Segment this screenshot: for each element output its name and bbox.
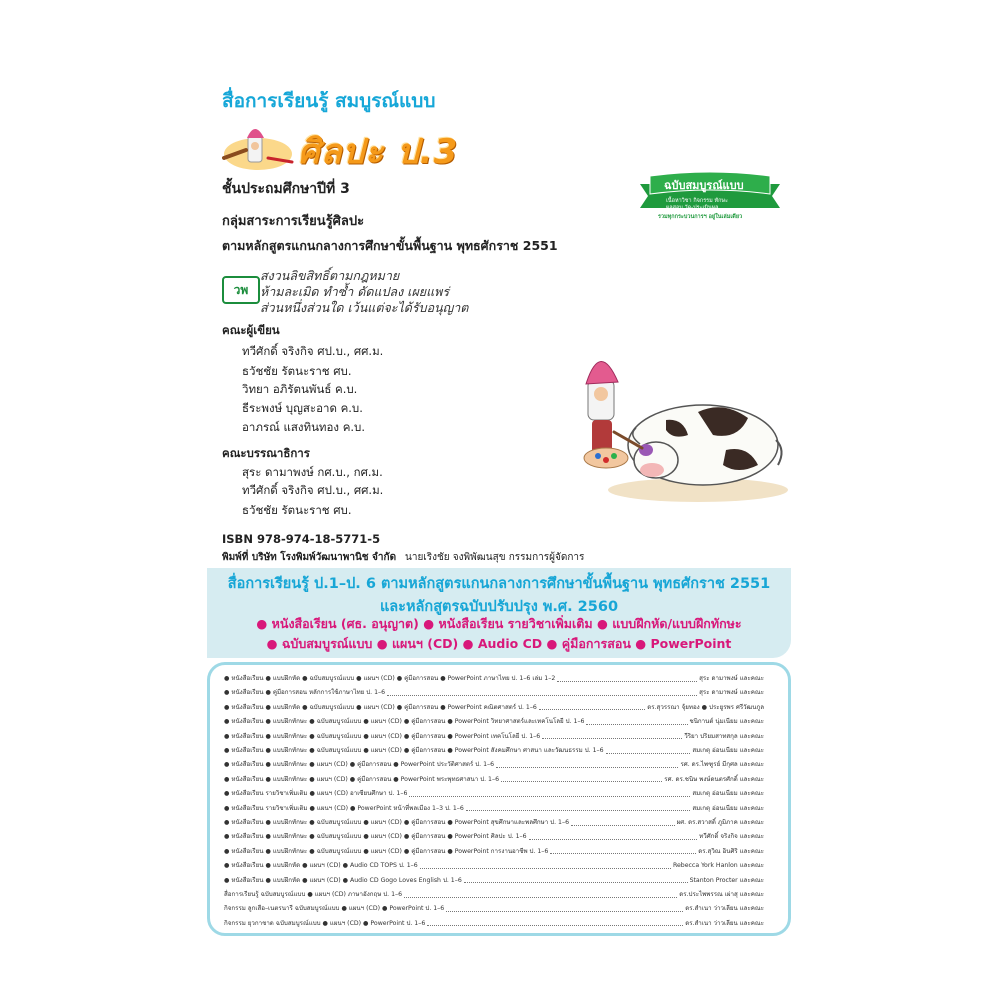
author-name: อาภรณ์ แสงทินทอง ค.บ.: [242, 420, 365, 434]
product-list-item: ● หนังสือเรียน ● แบบฝึกหัด ● แผนฯ (CD) ● Audio CD Gogo Loves English ป. 1–6: [224, 876, 462, 884]
product-list-row: [224, 916, 764, 930]
leader-dots: [571, 819, 675, 826]
leader-dots: [464, 876, 688, 883]
banner-line-2: และหลักสูตรฉบับปรับปรุง พ.ศ. 2560: [379, 599, 619, 615]
badge-line-2: ผลสอบ วัด-ประเมินผล: [666, 205, 719, 211]
product-list-author: ดร.ประไพพรรณ เผ่าสุ และคณะ: [679, 891, 764, 898]
product-list-author: สมเกตุ อ่อนเนียม และคณะ: [692, 790, 764, 798]
banner-line-1: สื่อการเรียนรู้ ป.1–ป. 6 ตามหลักสูตรแกนกลางการศึกษาขั้นพื้นฐาน พุทธศักราช 2551: [227, 576, 771, 592]
product-list-item: ● หนังสือเรียน รายวิชาเพิ่มเติม ● แผนฯ (CD) อาเซียนศึกษา ป. 1–6: [224, 790, 408, 798]
product-list-row: [224, 700, 764, 714]
product-list-item: ● หนังสือเรียน ● แบบฝึกทักษะ ● แผนฯ (CD) ● คู่มือการสอน ● PowerPoint พระพุทธศาสนา ป. 1–6: [224, 775, 500, 783]
product-list-item: สื่อการเรียนรู้ ฉบับสมบูรณ์แบบ ● แผนฯ (CD) ภาษาอังกฤษ ป. 1–6: [224, 891, 403, 898]
product-list-author: รศ. ดร.ชนิษ พงษ์ดนตรศักดิ์ และคณะ: [664, 775, 764, 783]
product-list-author: ชนิกานต์ นุ่มเนียม และคณะ: [689, 718, 764, 726]
product-list-row: [224, 801, 764, 815]
product-list-item: ● หนังสือเรียน ● คู่มือการสอน หลักการใช้ภาษาไทย ป. 1–6: [224, 689, 386, 697]
bullet-icon: ●: [597, 616, 613, 631]
banner-product: แผนฯ (CD): [391, 636, 459, 651]
cow-illustration: [548, 340, 788, 510]
leader-dots: [542, 732, 682, 739]
bullet-icon: ●: [462, 636, 478, 651]
product-list-author: รศ. ดร.ไพฑูรย์ มีกุศล และคณะ: [680, 761, 764, 769]
subject-title: ศิลปะ ป.3: [298, 132, 459, 172]
product-list-item: ● หนังสือเรียน ● แบบฝึกทักษะ ● ฉบับสมบูรณ์แบบ ● แผนฯ (CD) ● คู่มือการสอน ● PowerPoint สังคมศึกษา ศาสนา และวัฒนธรรม ป. 1–6: [224, 747, 604, 754]
author-name: ธีระพงษ์ บุญสะอาด ค.บ.: [242, 401, 363, 415]
product-list-item: ● หนังสือเรียน ● แบบฝึกทักษะ ● แผนฯ (CD) ● คู่มือการสอน ● PowerPoint ประวัติศาสตร์ ป. 1–6: [224, 761, 495, 769]
product-list-item: กิจกรรม ยุวกาชาด ฉบับสมบูรณ์แบบ ● แผนฯ (CD) ● PowerPoint ป. 1–6: [224, 919, 426, 927]
product-list-author: ทวีศักดิ์ จริงกิจ และคณะ: [699, 833, 764, 841]
product-list-row: [224, 844, 764, 858]
product-list-author: สมเกตุ อ่อนเนียม และคณะ: [692, 747, 764, 754]
product-list-item: ● หนังสือเรียน ● แบบฝึกทักษะ ● ฉบับสมบูรณ์แบบ ● แผนฯ (CD) ● คู่มือการสอน ● PowerPoint การงานอาชีพ ป. 1–6: [224, 847, 549, 855]
banner-product: ฉบับสมบูรณ์แบบ: [281, 636, 373, 651]
product-list-row: [224, 887, 764, 901]
product-list-row: [224, 757, 764, 771]
grade-level: ชั้นประถมศึกษาปีที่ 3: [222, 181, 350, 197]
bullet-icon: ●: [423, 616, 439, 631]
learning-group: กลุ่มสาระการเรียนรู้ศิลปะ: [222, 214, 365, 229]
product-list-author: สมเกตุ อ่อนเนียม และคณะ: [692, 804, 764, 812]
product-list-row: [224, 873, 764, 887]
product-list-item: ● หนังสือเรียน ● แบบฝึกทักษะ ● ฉบับสมบูรณ์แบบ ● แผนฯ (CD) ● คู่มือการสอน ● PowerPoint วิทยาศาสตร์และเทคโนโลยี ป. 1–6: [224, 718, 585, 726]
curriculum-line: ตามหลักสูตรแกนกลางการศึกษาขั้นพื้นฐาน พุทธศักราช 2551: [222, 238, 558, 253]
copyright-line: ส่วนหนึ่งส่วนใด เว้นแต่จะได้รับอนุญาต: [260, 300, 469, 315]
product-list-author: ดร.สำเนา ว่าวเลียน และคณะ: [685, 919, 764, 927]
banner-product: หนังสือเรียน รายวิชาเพิ่มเติม: [438, 616, 593, 631]
product-list-author: ดร.สุวิณ อินศิริ และคณะ: [698, 847, 764, 855]
product-list-row: [224, 901, 764, 915]
product-list-row: [224, 858, 764, 872]
product-list-row: [224, 815, 764, 829]
product-list-item: กิจกรรม ลูกเสือ–เนตรนารี ฉบับสมบูรณ์แบบ ● แผนฯ (CD) ● PowerPoint ป. 1–6: [224, 905, 445, 913]
badge-line-1: เนื้อหาวิชา กิจกรรม ทักษะ: [666, 198, 729, 204]
product-list-row: [224, 714, 764, 728]
authors-heading: คณะผู้เขียน: [222, 323, 280, 337]
author-name: ทวีศักดิ์ จริงกิจ ศป.บ., ศศ.ม.: [242, 344, 384, 358]
leader-dots: [427, 919, 683, 926]
product-list-author: ดร.สุวรรณา จุ้ยทอง ● ประยูรพร ศรีวัฒนกูล: [647, 703, 764, 711]
bullet-icon: ●: [266, 636, 282, 651]
publisher-logo: วพ: [222, 276, 260, 304]
banner-product: Audio CD: [477, 636, 543, 651]
product-list-author: สุระ ดามาพงษ์ และคณะ: [699, 675, 764, 682]
product-list-row: [224, 743, 764, 757]
product-list-row: [224, 786, 764, 800]
bullet-icon: ●: [256, 616, 272, 631]
product-list-author: สุระ ดามาพงษ์ และคณะ: [699, 689, 764, 697]
product-list-item: ● หนังสือเรียน ● แบบฝึกทักษะ ● ฉบับสมบูรณ์แบบ ● แผนฯ (CD) ● คู่มือการสอน ● PowerPoint ศิลปะ ป. 1–6: [224, 833, 527, 841]
badge-title: ฉบับสมบูรณ์แบบ: [664, 179, 744, 192]
leader-dots: [404, 891, 677, 898]
leader-dots: [557, 675, 697, 682]
product-list-author: วีริยา ปริยมสาทสกุล และคณะ: [684, 732, 764, 740]
leader-dots: [466, 804, 691, 811]
product-list-item: ● หนังสือเรียน ● แบบฝึกหัด ● ฉบับสมบูรณ์แบบ ● แผนฯ (CD) ● คู่มือการสอน ● PowerPoint ภาษาไทย ป. 1–6 เล่ม 1–2: [224, 675, 556, 682]
leader-dots: [606, 747, 691, 754]
banner-product: PowerPoint: [650, 636, 732, 651]
author-name: ธวัชชัย รัตนะราช ศบ.: [242, 364, 352, 378]
product-list-row: [224, 671, 764, 685]
isbn: ISBN 978-974-18-5771-5: [222, 532, 381, 546]
bullet-icon: ●: [635, 636, 651, 651]
printer-name: พิมพ์ที่ บริษัท โรงพิมพ์วัฒนาพานิช จำกัด: [222, 552, 397, 563]
editor-name: ธวัชชัย รัตนะราช ศบ.: [242, 503, 352, 517]
product-list-author: ดร.สำเนา ว่าวเลียน และคณะ: [685, 905, 764, 913]
bullet-icon: ●: [546, 636, 562, 651]
product-list-item: ● หนังสือเรียน ● แบบฝึกหัด ● ฉบับสมบูรณ์แบบ ● แผนฯ (CD) ● คู่มือการสอน ● PowerPoint คณิตศาสตร์ ป. 1–6: [224, 703, 537, 711]
leader-dots: [420, 862, 671, 869]
product-list-item: ● หนังสือเรียน ● แบบฝึกหัด ● แผนฯ (CD) ● Audio CD TOPS ป. 1–6: [224, 862, 418, 870]
complete-edition-badge: [636, 170, 784, 224]
editors-heading: คณะบรรณาธิการ: [222, 446, 310, 460]
product-list-author: Rebecca York Hanlon และคณะ: [672, 862, 764, 870]
banner-product: หนังสือเรียน (ศธ. อนุญาต): [271, 616, 419, 631]
product-list-author: ผศ. ดร.สวาสดิ์ ภูมิภาค และคณะ: [676, 819, 764, 826]
leader-dots: [586, 718, 687, 725]
editor-name: สุระ ดามาพงษ์ กศ.บ., กศ.ม.: [242, 465, 383, 479]
copyright-notice: [260, 268, 468, 316]
leader-dots: [496, 761, 678, 768]
author-name: วิทยา อภิรัตนพันธ์ ค.บ.: [242, 382, 358, 396]
leader-dots: [539, 703, 645, 710]
leader-dots: [387, 689, 697, 696]
product-list-author: Stanton Procter และคณะ: [689, 876, 764, 884]
copyright-line: ห้ามละเมิด ทำซ้ำ ดัดแปลง เผยแพร่: [260, 284, 450, 299]
bullet-icon: ●: [376, 636, 392, 651]
badge-line-3: รวมทุกกระบวนการฯ อยู่ในเล่มเดียว: [658, 214, 743, 220]
printer-manager: นายเริงชัย จงพิพัฒนสุข กรรมการผู้จัดการ: [405, 552, 585, 563]
product-list-item: ● หนังสือเรียน ● แบบฝึกทักษะ ● ฉบับสมบูรณ์แบบ ● แผนฯ (CD) ● คู่มือการสอน ● PowerPoint สุขศึกษาและพลศึกษา ป. 1–6: [224, 819, 570, 826]
paintbrush-mascot-icon: [218, 118, 298, 178]
leader-dots: [501, 775, 662, 782]
banner-products-row-2: [207, 634, 791, 654]
series-title: สื่อการเรียนรู้ สมบูรณ์แบบ: [222, 90, 436, 112]
leader-dots: [550, 847, 696, 854]
product-list-row: [224, 729, 764, 743]
leader-dots: [409, 790, 690, 797]
product-list-row: [224, 772, 764, 786]
leader-dots: [529, 833, 698, 840]
banner-products-row-1: [207, 614, 791, 634]
banner-product: คู่มือการสอน: [561, 636, 631, 651]
product-list-item: ● หนังสือเรียน รายวิชาเพิ่มเติม ● แผนฯ (CD) ● PowerPoint หน้าที่พลเมือง 1–3 ป. 1–6: [224, 804, 464, 812]
product-list-row: [224, 829, 764, 843]
editor-name: ทวีศักดิ์ จริงกิจ ศป.บ., ศศ.ม.: [242, 483, 384, 497]
copyright-line: สงวนลิขสิทธิ์ตามกฎหมาย: [260, 268, 400, 283]
product-list-item: ● หนังสือเรียน ● แบบฝึกทักษะ ● ฉบับสมบูรณ์แบบ ● แผนฯ (CD) ● คู่มือการสอน ● PowerPoint เทคโนโลยี ป. 1–6: [224, 732, 541, 740]
leader-dots: [446, 905, 683, 912]
banner-product: แบบฝึกหัด/แบบฝึกทักษะ: [612, 616, 742, 631]
product-list-row: [224, 685, 764, 699]
